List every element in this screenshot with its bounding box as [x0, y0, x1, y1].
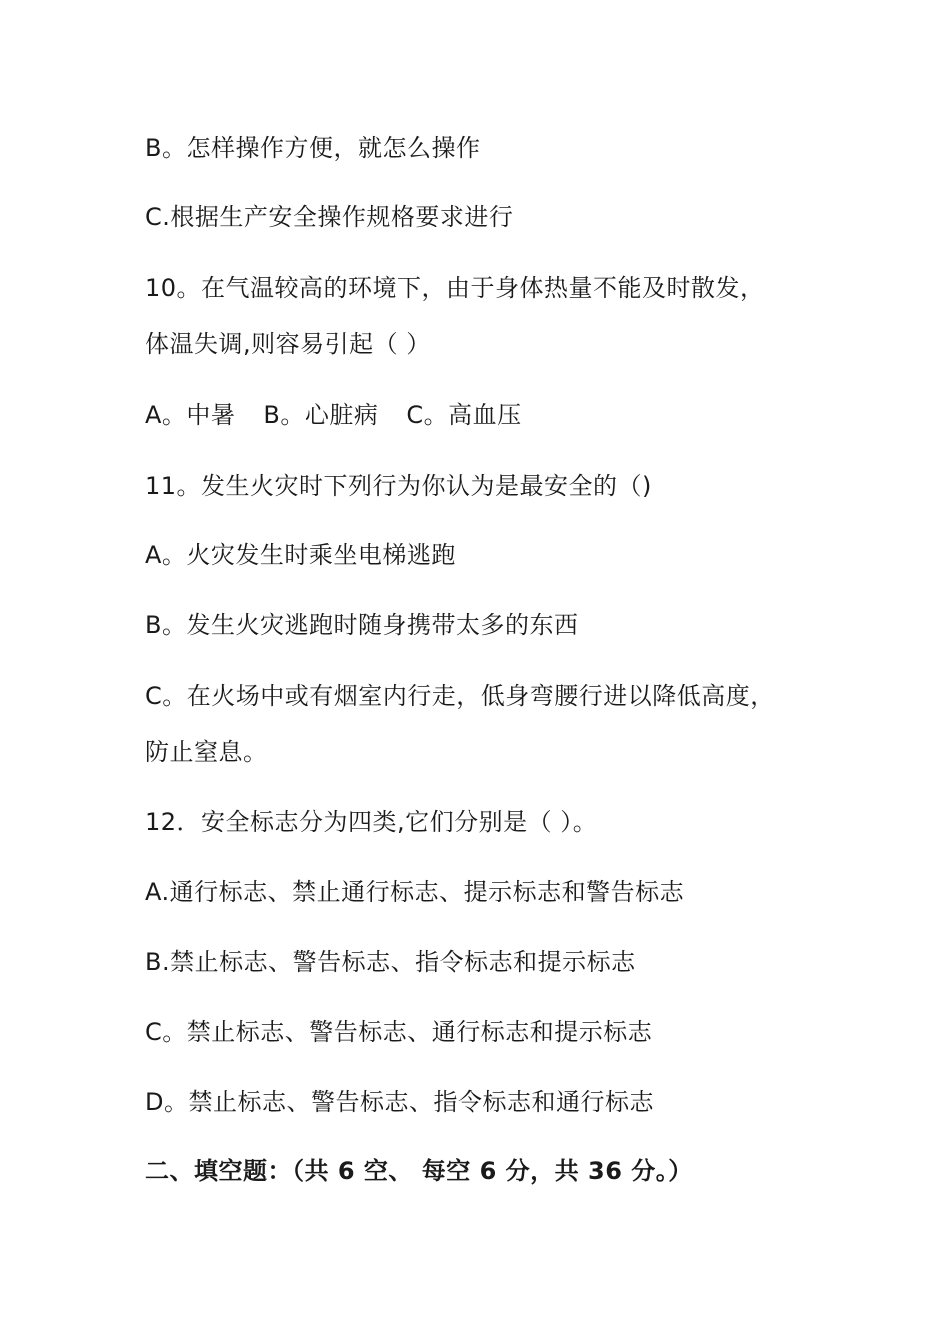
- q10-text-line-1: 10。在气温较高的环境下，由于身体热量不能及时散发，: [145, 274, 765, 302]
- q10-options-row: [145, 399, 845, 431]
- q10-text-line-2: 体温失调,则容易引起（ ）: [145, 330, 431, 358]
- q11-option-c-line-2: 防止窒息。: [145, 738, 268, 766]
- q12-option-d: D。禁止标志、警告标志、指令标志和通行标志: [145, 1088, 654, 1116]
- q9-option-c: C.根据生产安全操作规格要求进行: [145, 203, 514, 231]
- q10-option-c: C。高血压: [406, 401, 522, 429]
- q11-text: 11。发生火灾时下列行为你认为是最安全的（): [145, 472, 652, 500]
- q12-option-c: C。禁止标志、警告标志、通行标志和提示标志: [145, 1018, 653, 1046]
- q9-option-b: B。怎样操作方便，就怎么操作: [145, 134, 481, 162]
- q12-option-b: B.禁止标志、警告标志、指令标志和提示标志: [145, 948, 636, 976]
- q12-text: 12．安全标志分为四类,它们分别是（ ）。: [145, 808, 598, 836]
- section-heading: 二、填空题：（共 6 空、 每空 6 分，共 36 分。）: [145, 1157, 693, 1185]
- q10-option-b: B。心脏病: [263, 401, 379, 429]
- q11-option-c-line-1: C。在火场中或有烟室内行走，低身弯腰行进以降低高度，: [145, 682, 775, 710]
- q11-option-a: A。火灾发生时乘坐电梯逃跑: [145, 541, 456, 569]
- q10-option-a: A。中暑: [145, 401, 236, 429]
- q11-option-b: B。发生火灾逃跑时随身携带太多的东西: [145, 611, 579, 639]
- q12-option-a: A.通行标志、禁止通行标志、提示标志和警告标志: [145, 878, 685, 906]
